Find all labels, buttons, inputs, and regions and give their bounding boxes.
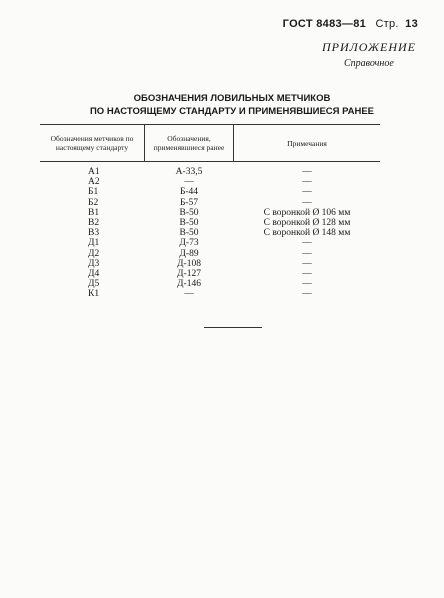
cell-current: В2 — [88, 217, 100, 228]
cell-note: — — [302, 279, 312, 290]
page-label: Стр. — [375, 18, 399, 30]
column-header-former: Обозначения, применявшиеся ранее — [144, 125, 234, 161]
table-row — [40, 269, 380, 279]
page-number: 13 — [405, 18, 418, 30]
cell-current: Д5 — [88, 279, 100, 290]
cell-former: Д-108 — [177, 258, 201, 269]
cell-current: Б1 — [88, 187, 99, 198]
cell-former: Д-146 — [177, 279, 201, 290]
document-title — [40, 92, 424, 118]
cell-former: Д-127 — [177, 268, 201, 279]
cell-note: С воронкой Ø 106 мм — [263, 207, 351, 218]
cell-note: — — [302, 177, 312, 188]
cell-note: — — [302, 238, 312, 249]
cell-note: — — [302, 187, 312, 198]
cell-note: — — [302, 167, 312, 177]
cell-current: А2 — [88, 177, 100, 188]
table-row — [40, 249, 380, 259]
page-header — [283, 18, 418, 30]
cell-note: С воронкой Ø 148 мм — [263, 228, 351, 239]
cell-note: — — [302, 248, 312, 259]
title-line-2: ПО НАСТОЯЩЕМУ СТАНДАРТУ И ПРИМЕНЯВШИЕСЯ РАНЕЕ — [89, 106, 375, 117]
appendix-title: ПРИЛОЖЕНИЕ — [322, 40, 416, 54]
cell-former: Д-73 — [179, 238, 199, 249]
cell-former: — — [184, 289, 194, 300]
table-body — [40, 162, 380, 299]
table-row — [40, 289, 380, 299]
table-row — [40, 228, 380, 238]
table-row — [40, 259, 380, 269]
appendix-subtitle: Справочное — [344, 58, 394, 69]
cell-former: В-50 — [179, 228, 199, 239]
cell-current: В1 — [88, 207, 100, 218]
cell-note: С воронкой Ø 128 мм — [263, 217, 351, 228]
cell-note: — — [302, 197, 312, 208]
cell-current: Д2 — [88, 248, 100, 259]
designations-table — [40, 124, 380, 299]
cell-former: Д-89 — [179, 248, 199, 259]
cell-former: В-50 — [179, 207, 199, 218]
column-header-current: Обозначения метчиков по настоящему стандарту — [50, 134, 134, 152]
cell-current: Д4 — [88, 268, 100, 279]
column-header-notes: Примечания — [287, 138, 327, 148]
table-row — [40, 238, 380, 248]
table-header — [40, 124, 380, 162]
cell-current: В3 — [88, 228, 100, 239]
table-row — [40, 208, 380, 218]
cell-note: — — [302, 289, 312, 300]
cell-former: Б-57 — [179, 197, 199, 208]
cell-note: — — [302, 258, 312, 269]
table-row — [40, 218, 380, 228]
cell-current: Д3 — [88, 258, 100, 269]
title-line-1: ОБОЗНАЧЕНИЯ ЛОВИЛЬНЫХ МЕТЧИКОВ — [133, 93, 331, 104]
cell-current: Б2 — [88, 197, 99, 208]
cell-former: Б-44 — [179, 187, 199, 198]
cell-current: А1 — [88, 167, 100, 177]
table-row — [40, 198, 380, 208]
cell-note: — — [302, 268, 312, 279]
table-row — [40, 279, 380, 289]
cell-current: К1 — [88, 289, 100, 300]
table-row — [40, 167, 380, 177]
cell-former: А-33,5 — [175, 167, 203, 177]
standard-number: ГОСТ 8483—81 — [282, 18, 367, 30]
table-row — [40, 187, 380, 197]
cell-current: Д1 — [88, 238, 100, 249]
cell-former: — — [184, 177, 194, 188]
table-row — [40, 177, 380, 187]
end-rule — [204, 327, 262, 328]
cell-former: В-50 — [179, 217, 199, 228]
